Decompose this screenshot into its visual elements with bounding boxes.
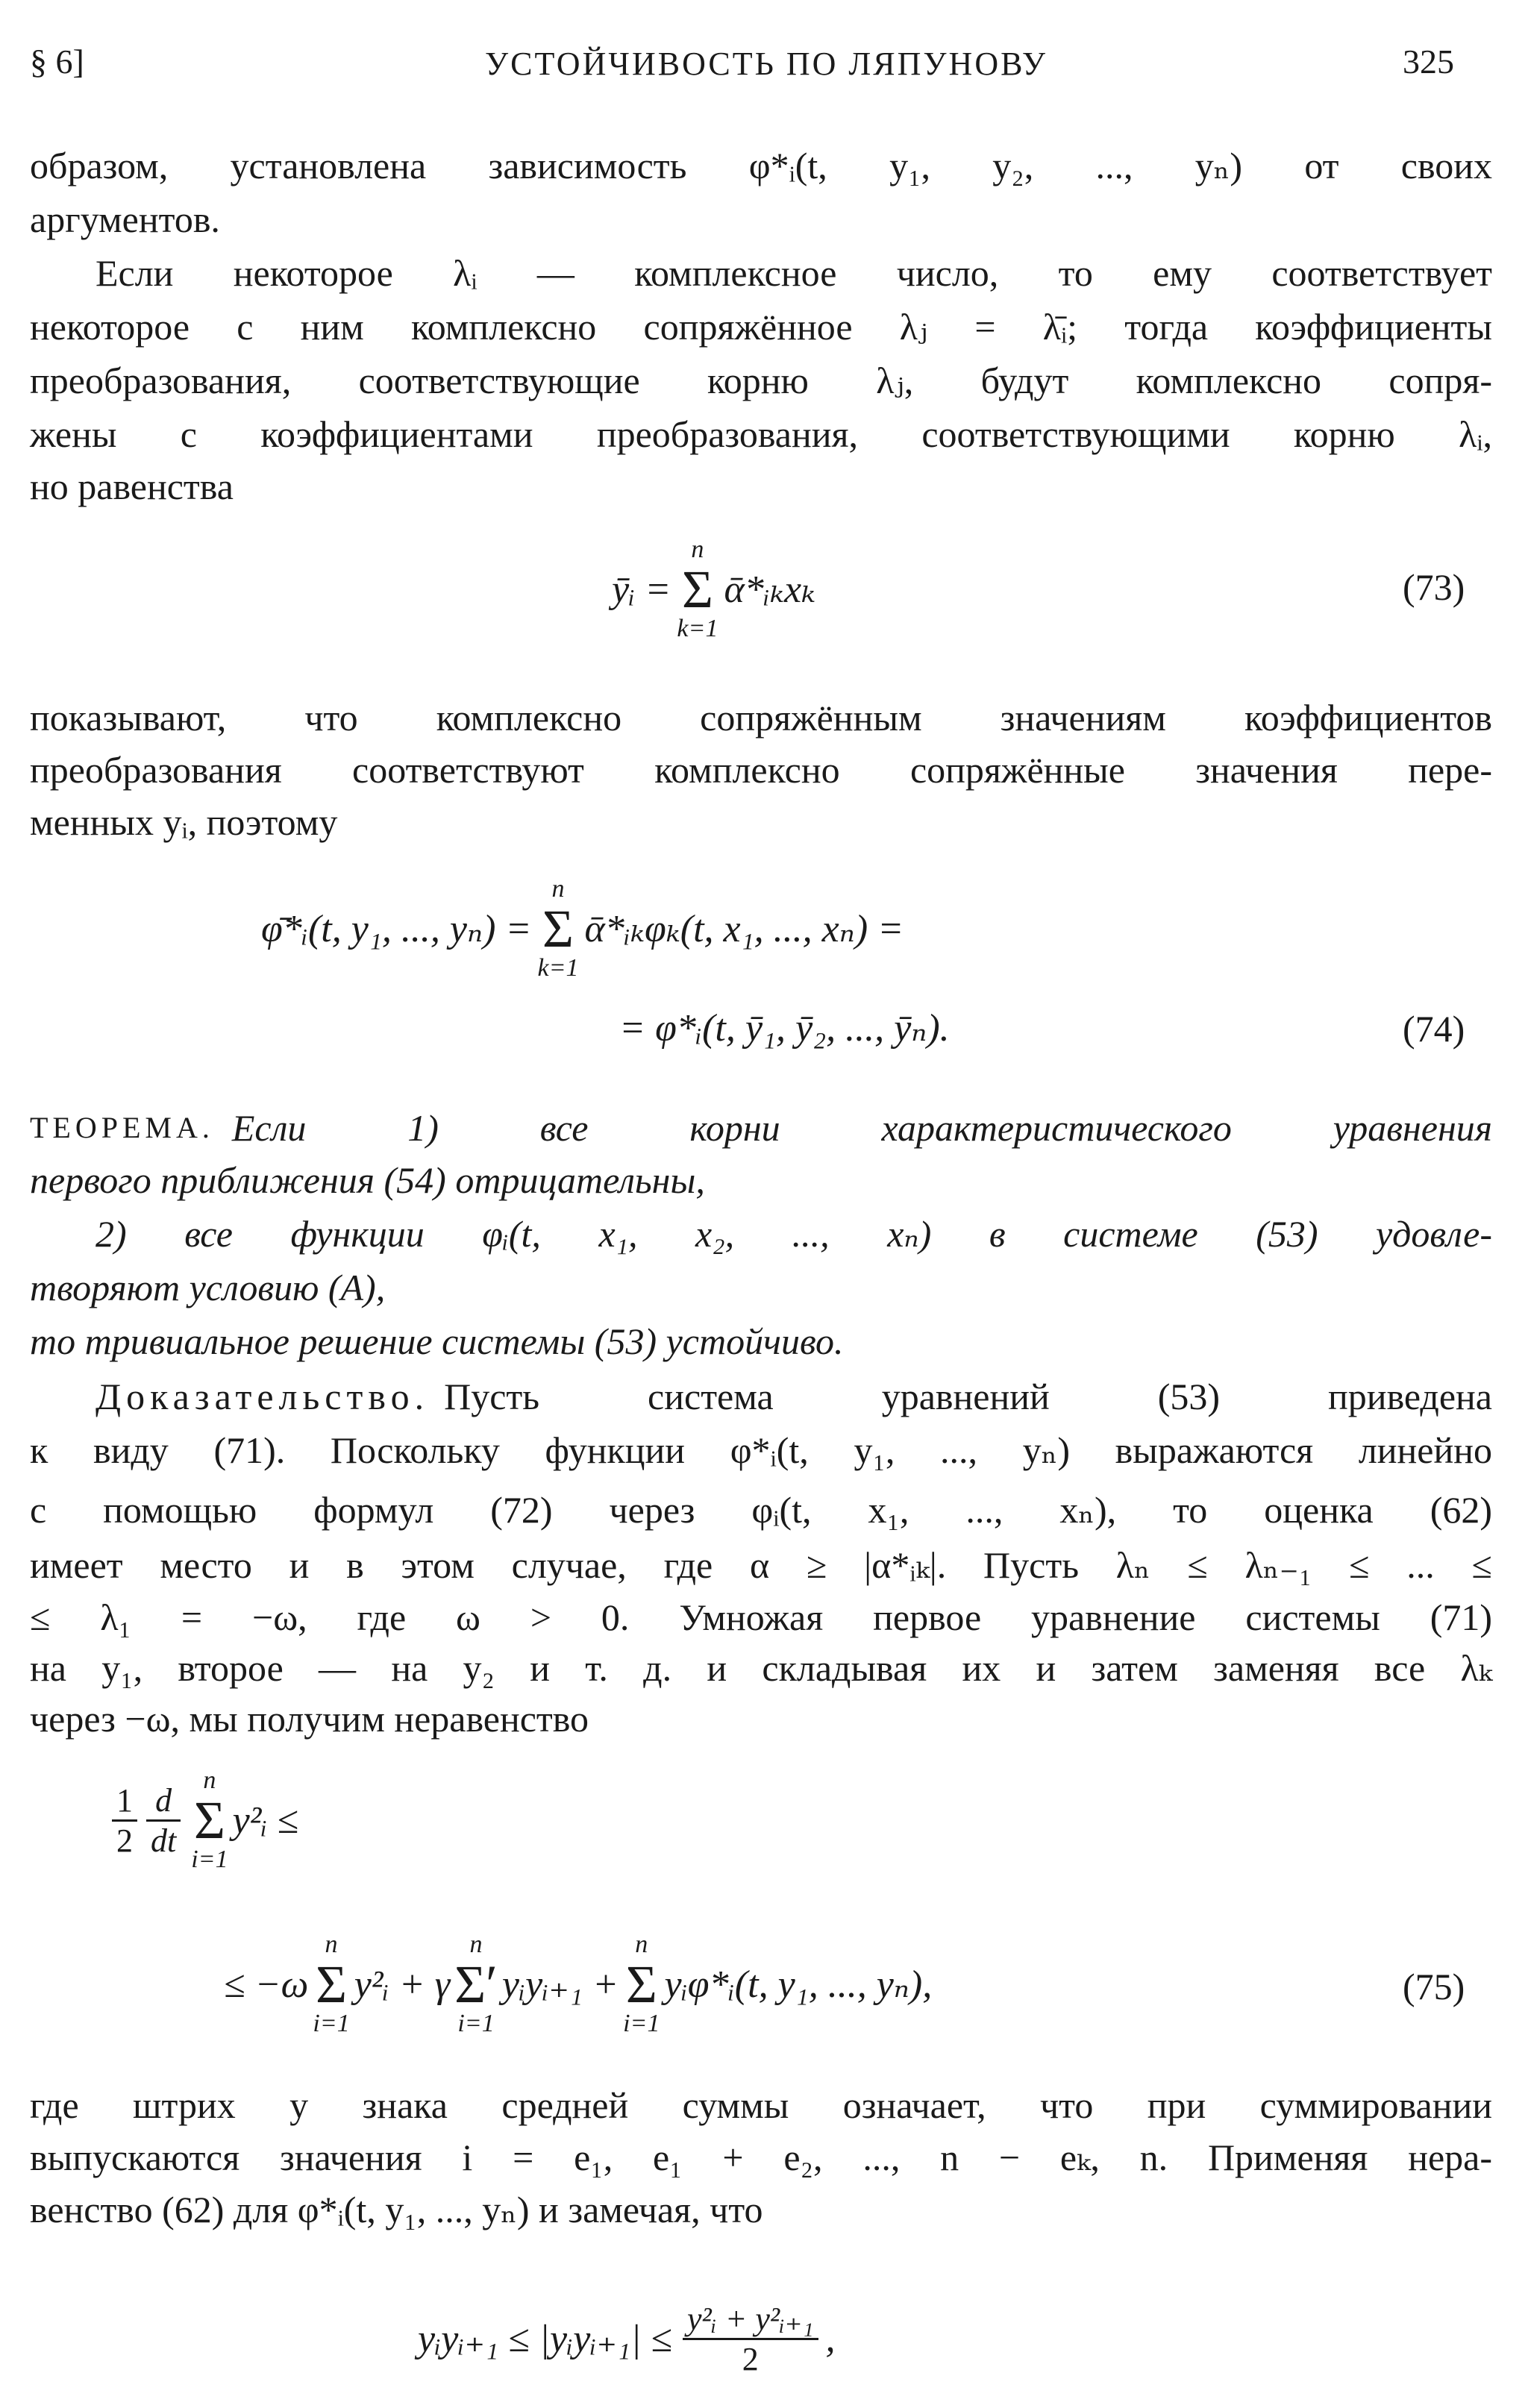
numerator: 1 [112,1781,137,1822]
sum-upper-limit: n [203,1766,216,1794]
denominator: 2 [116,1822,133,1859]
text-line: Если некоторое λᵢ — комплексное число, то ему соответствует [96,252,1492,294]
eq75-term2: y²ᵢ + γ [354,1963,451,2006]
sigma-icon: Σ [681,559,713,619]
text-line: жены с коэффициентами преобразования, соответствующими корню λᵢ, [30,413,1492,455]
theorem-line [30,1104,1492,1152]
section-marker: § 6] [30,43,84,81]
eq74-lhs: φ̄*ᵢ(t, y₁, ..., yₙ) = [261,908,532,950]
summation-primed [454,1931,498,2037]
text-line: аргументов. [30,198,220,240]
text-line: где штрих у знака средней суммы означает, что при суммировании [30,2084,1492,2126]
sum-upper-limit: n [551,875,565,903]
sigma-prime-icon: Σ′ [454,1954,498,2014]
text-line: некоторое с ним комплексно сопряжённое λⱼ = λ̄ᵢ; тогда коэффициенты [30,306,1492,348]
text-line: преобразования соответствуют комплексно сопряжённые значения пере- [30,749,1492,791]
eq75-term4: yᵢφ*ᵢ(t, y₁, ..., yₙ), [664,1963,933,2006]
sum-lower-limit: k=1 [677,615,718,642]
equation-75-line-2 [224,1917,932,2051]
summation [623,1931,660,2037]
denominator: 2 [742,2340,759,2377]
eq73-lhs: ȳᵢ = [612,568,671,611]
summation [537,876,578,982]
text-line: менных yᵢ, поэтому [30,801,338,843]
text-line: показывают, что комплексно сопряжённым значениям коэффициентов [30,697,1492,739]
text-line: образом, установлена зависимость φ*ᵢ(t, y₁, y₂, ..., yₙ) от своих [30,145,1492,186]
eq75-prefix: ≤ −ω [224,1963,309,2006]
proof-line [96,1373,1492,1420]
eq75-term3: yᵢyᵢ₊₁ + [501,1963,619,2006]
sum-lower-limit: k=1 [537,954,579,982]
sum-upper-limit: n [469,1931,483,1958]
sigma-icon: Σ [193,1790,225,1850]
equation-75-line-1 [112,1753,298,1887]
sum-upper-limit: n [691,536,704,563]
sigma-icon: Σ [316,1954,347,2014]
fraction [683,2300,818,2378]
text-line: через −ω, мы получим неравенство [30,1698,589,1740]
equation-number: (74) [1403,1008,1465,1050]
text-line: венство (62) для φ*ᵢ(t, y₁, ..., yₙ) и замечая, что [30,2189,763,2230]
trailing-comma: , [825,2317,836,2360]
sigma-icon: Σ [625,1954,657,2014]
text-line: выпускаются значения i = e₁, e₁ + e₂, ..., n − eₖ, n. Применяя нера- [30,2136,1492,2178]
text-line: на y₁, второе — на y₂ и т. д. и складывая их и затем заменяя все λₖ [30,1647,1492,1689]
numerator: y²ᵢ + y²ᵢ₊₁ [683,2300,818,2340]
theorem-label: ТЕОРЕМА. [30,1111,214,1144]
fraction-derivative [146,1781,181,1860]
equation-74-line-1 [261,865,904,992]
equation-73 [612,522,815,656]
sum-upper-limit: n [325,1931,338,1958]
text-line: но равенства [30,465,234,507]
sum-lower-limit: i=1 [313,2010,350,2037]
fraction-one-half [112,1781,137,1860]
eq73-rhs: ᾱ*ᵢₖxₖ [724,568,815,611]
theorem-text: первого приближения (54) отрицательны, [30,1159,705,1201]
equation-number: (73) [1403,566,1465,608]
text-line: ≤ λ₁ = −ω, где ω > 0. Умножая первое уравнение системы (71) [30,1596,1492,1638]
summation [677,536,718,642]
proof-label: Доказательство. [96,1376,430,1417]
sum-upper-limit: n [635,1931,648,1958]
sigma-icon: Σ [542,899,574,959]
denominator: dt [151,1822,177,1859]
summation [313,1931,349,2037]
text-line: к виду (71). Поскольку функции φ*ᵢ(t, y₁, ..., yₙ) выражаются линейно [30,1429,1492,1471]
numerator: d [146,1781,181,1822]
equation-inequality [418,2283,836,2395]
summation [191,1767,228,1873]
theorem-text: то тривиальное решение системы (53) устойчиво. [30,1320,844,1362]
theorem-text: 2) все функции φᵢ(t, x₁, x₂, ..., xₙ) в системе (53) удовле- [96,1213,1492,1255]
proof-text: Пусть система уравнений (53) приведена [444,1376,1492,1417]
eq75-term1: y²ᵢ ≤ [232,1799,299,1842]
eq74-rhs: ᾱ*ᵢₖφₖ(t, x₁, ..., xₙ) = [584,908,904,950]
text-line: с помощью формул (72) через φᵢ(t, x₁, ..., xₙ), то оценка (62) [30,1489,1492,1531]
eq76-lhs: yᵢyᵢ₊₁ ≤ |yᵢyᵢ₊₁| ≤ [418,2318,672,2360]
page-number: 325 [1403,43,1454,81]
sum-lower-limit: i=1 [191,1846,228,1873]
sum-lower-limit: i=1 [457,2010,495,2037]
running-title: УСТОЙЧИВОСТЬ ПО ЛЯПУНОВУ [485,46,1048,82]
theorem-text: Если 1) все корни характеристического уравнения [231,1107,1492,1149]
sum-lower-limit: i=1 [623,2010,660,2037]
text-line: преобразования, соответствующие корню λⱼ, будут комплексно сопря- [30,360,1492,401]
text-line: имеет место и в этом случае, где α ≥ |α*ᵢₖ|. Пусть λₙ ≤ λₙ₋₁ ≤ ... ≤ [30,1544,1492,1586]
equation-number: (75) [1403,1966,1465,2007]
equation-74-line-2: = φ*ᵢ(t, ȳ₁, ȳ₂, ..., ȳₙ). [619,1007,950,1050]
theorem-text: творяют условию (A), [30,1267,386,1308]
